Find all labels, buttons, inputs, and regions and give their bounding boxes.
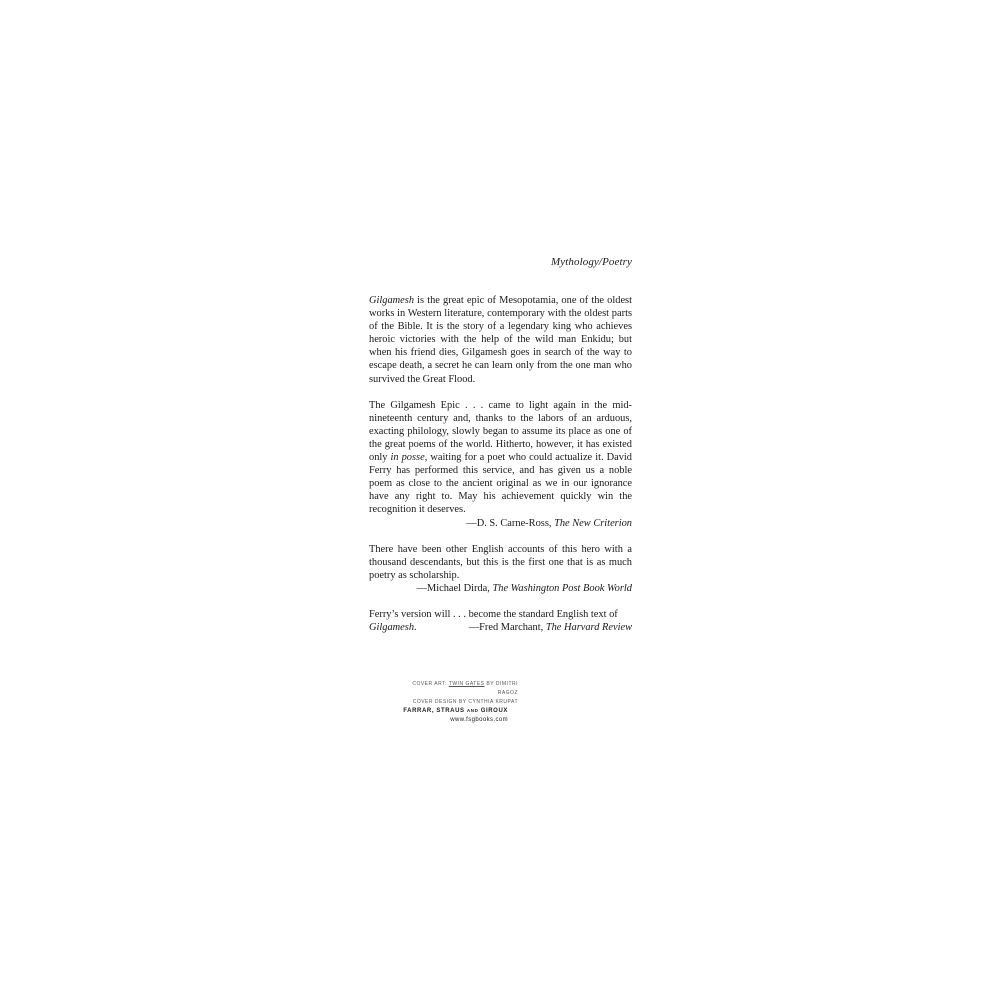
cover-credits (393, 680, 518, 707)
cover-art-credit: COVER ART: TWIN GATES BY DIMITRI RAGOZ (412, 681, 518, 696)
quote-source: The New Criterion (554, 517, 632, 529)
quote-source: The Washington Post Book World (492, 582, 632, 594)
quote-author: —Fred Marchant, (468, 622, 546, 634)
intro-text: is the great epic of Mesopotamia, one of the oldest works in Western literature, contemporary with the oldest parts of the Bible. It is the story of a legendary king who achieves heroic victories with the help of the wild man Enkidu; but when his friend dies, Gilgamesh goes in search of the way to escape death, a secret he can learn only from the one man who survived the Great Flood. (369, 295, 632, 385)
quote-attribution (469, 621, 632, 634)
quote-italic: in posse (390, 452, 425, 464)
quote-final-line: Gilgamesh. —Fred Marchant, The Harvard Review (369, 622, 632, 634)
quote-author: —Michael Dirda, (416, 582, 493, 594)
quote-text: Ferry’s version will . . . become the standard English text of (369, 608, 618, 620)
quote-author: —D. S. Carne-Ross, (466, 517, 555, 529)
cover-art-title: TWIN GATES (448, 681, 485, 687)
publisher-block (399, 706, 508, 725)
book-title: Gilgamesh (369, 622, 415, 634)
quote-attribution (369, 582, 632, 595)
review-quote-3 (369, 608, 632, 634)
review-quote-2 (369, 543, 632, 595)
intro-paragraph (369, 294, 632, 386)
blurb (369, 294, 632, 647)
publisher-url: www.fsgbooks.com (450, 717, 508, 723)
publisher-name: FARRAR, STRAUS AND GIROUX (403, 708, 508, 714)
quote-text: There have been other English accounts of this hero with a thousand descendants, but this is the first one that is as much poetry as scholarship. (369, 543, 632, 581)
quote-source: The Harvard Review (545, 622, 632, 634)
cover-design-credit: COVER DESIGN BY CYNTHIA KRUPAT (412, 699, 518, 705)
quote-attribution (369, 517, 632, 530)
category-label: Mythology/Poetry (550, 256, 632, 268)
book-title: Gilgamesh (369, 295, 415, 306)
back-cover (369, 0, 632, 1000)
quote-text-continued: , waiting for a poet who could actualize it. David Ferry has performed this service, and has given us a noble poem as close to the ancient original as we in our ignorance have any right to. May his achievement quickly win the recognition it deserves. (369, 452, 632, 516)
quote-text: The Gilgamesh Epic . . . came to light again in the mid-nineteenth century and, thanks to the labors of an arduous, exacting philology, slowly began to assume its place as one of the great poems of the world. Hitherto, however, it has existed only (369, 399, 632, 464)
review-quote-1 (369, 399, 632, 530)
